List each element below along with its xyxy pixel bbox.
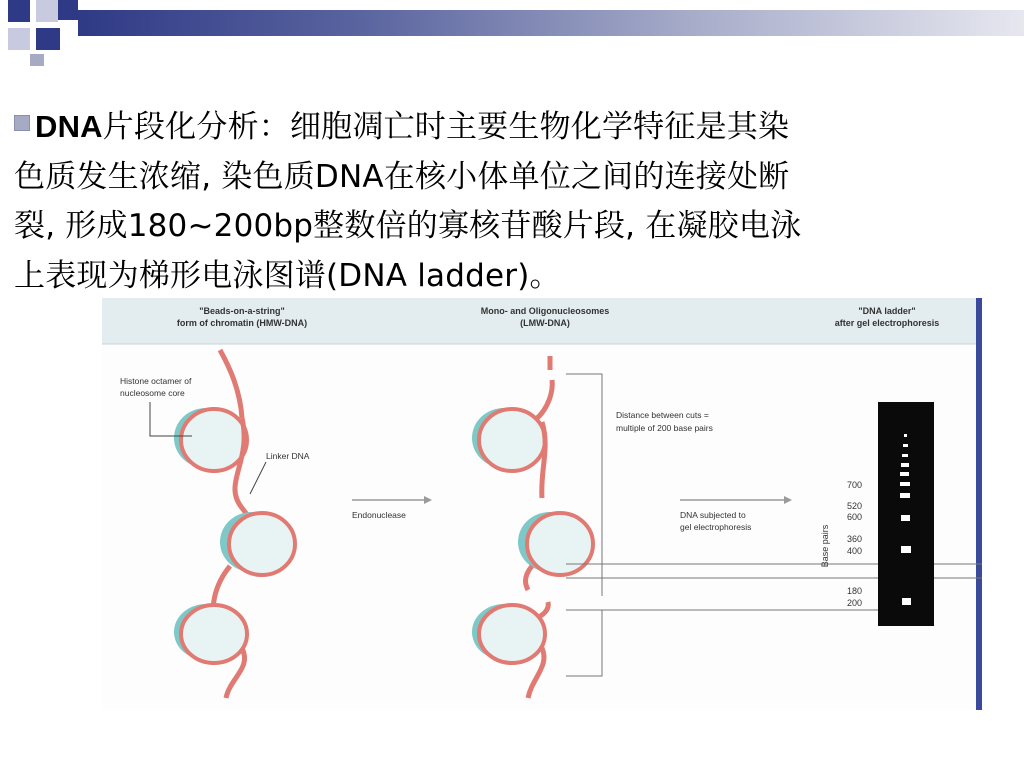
text-line-2: 色质发生浓缩, 染色质DNA在核小体单位之间的连接处断 bbox=[14, 158, 790, 195]
axis-label-base-pairs: Base pairs bbox=[820, 524, 830, 568]
bp-label: 180 bbox=[847, 586, 863, 596]
bp-label: 700 bbox=[847, 480, 863, 490]
bp-label: 200 bbox=[847, 598, 863, 608]
text-line-1 bbox=[14, 102, 1014, 153]
label-linker-dna: Linker DNA bbox=[266, 451, 310, 461]
dna-ladder-figure bbox=[102, 298, 982, 710]
label-histone-2: nucleosome core bbox=[120, 388, 185, 398]
decor-square bbox=[36, 0, 58, 22]
decor-square bbox=[8, 28, 30, 50]
oligonucleosome-fragments bbox=[472, 356, 593, 698]
bp-label: 360 bbox=[847, 534, 863, 544]
figure-svg bbox=[102, 298, 982, 710]
text-line-3: 裂, 形成180~200bp整数倍的寡核苷酸片段, 在凝胶电泳 bbox=[14, 208, 802, 244]
bullet-square-icon bbox=[14, 115, 30, 131]
header-right-2: after gel electrophoresis bbox=[834, 318, 940, 328]
decor-square bbox=[58, 0, 78, 20]
title-bar-band bbox=[78, 10, 1024, 36]
decor-square bbox=[8, 0, 30, 22]
slide-body-text bbox=[14, 102, 1014, 301]
text-line-4: 上表现为梯形电泳图谱(DNA ladder)。 bbox=[14, 257, 561, 294]
label-histone-1: Histone octamer of bbox=[120, 376, 192, 386]
label-endonuclease: Endonuclease bbox=[352, 510, 406, 520]
header-right-1: "DNA ladder" bbox=[858, 306, 916, 316]
bp-label: 600 bbox=[847, 512, 863, 522]
dna-lead: DNA bbox=[35, 109, 103, 144]
header-left-1: "Beads-on-a-string" bbox=[199, 306, 285, 316]
figure-right-edge bbox=[976, 298, 982, 710]
label-subjected-1: DNA subjected to bbox=[680, 510, 746, 520]
nucleosome bbox=[181, 409, 247, 471]
beads-on-string-chromatin bbox=[174, 350, 295, 698]
header-mid-1: Mono- and Oligonucleosomes bbox=[480, 306, 610, 316]
nucleosome bbox=[229, 513, 295, 575]
label-distance-2: multiple of 200 base pairs bbox=[616, 423, 713, 433]
text-line-1-content: 片段化分析：细胞凋亡时主要生物化学特征是其染 bbox=[102, 109, 790, 145]
label-distance-1: Distance between cuts = bbox=[616, 410, 709, 420]
bp-label: 520 bbox=[847, 501, 863, 511]
decor-square bbox=[30, 54, 44, 66]
header-mid-2: (LMW-DNA) bbox=[520, 318, 570, 328]
label-subjected-2: gel electrophoresis bbox=[680, 522, 752, 532]
nucleosome bbox=[181, 605, 247, 663]
bp-label: 400 bbox=[847, 546, 863, 556]
decor-square bbox=[36, 28, 60, 50]
header-left-2: form of chromatin (HMW-DNA) bbox=[176, 318, 308, 328]
